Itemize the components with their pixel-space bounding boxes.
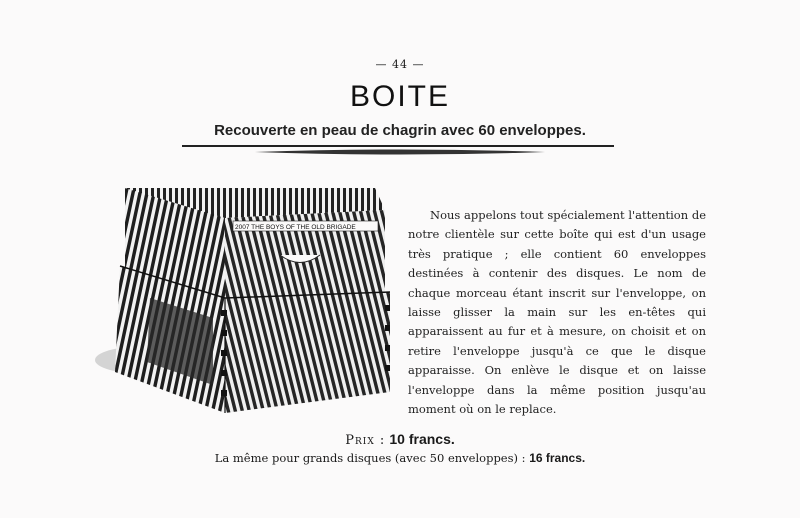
page-title: BOITE bbox=[349, 80, 450, 113]
envelope-label: 2007 THE BOYS OF THE OLD BRIGADE bbox=[235, 224, 356, 231]
price-line bbox=[0, 431, 800, 448]
price-alt-text: La même pour grands disques (avec 50 enveloppes) : bbox=[214, 451, 526, 465]
price-label: Prix : bbox=[345, 433, 386, 448]
price-value: 10 francs. bbox=[389, 431, 455, 447]
description-text: Nous appelons tout spécialement l'attention de notre clientèle sur cette boîte qui est d'un usage très pratique ; elle contient 60 enveloppes destinées à contenir des disques. Le nom de chaque morceau étant inscrit sur l'enveloppe, on laisse glisser la main sur les en-têtes qui apparaissent au fur et à mesure, on choisit et on retire l'enveloppe jusqu'à ce que le disque apparaisse. On enlève le disque et on laisse l'enveloppe dans la même position jusqu'au moment où on le replace. bbox=[408, 208, 706, 417]
ornament-divider bbox=[255, 148, 545, 156]
subtitle: Recouverte en peau de chagrin avec 60 enveloppes. bbox=[214, 122, 586, 139]
price-alt-value: 16 francs. bbox=[529, 451, 586, 465]
price-alt-line bbox=[0, 451, 800, 465]
box-illustration bbox=[85, 180, 390, 415]
divider-rule bbox=[182, 145, 614, 147]
page-number: — 44 — bbox=[375, 58, 425, 71]
